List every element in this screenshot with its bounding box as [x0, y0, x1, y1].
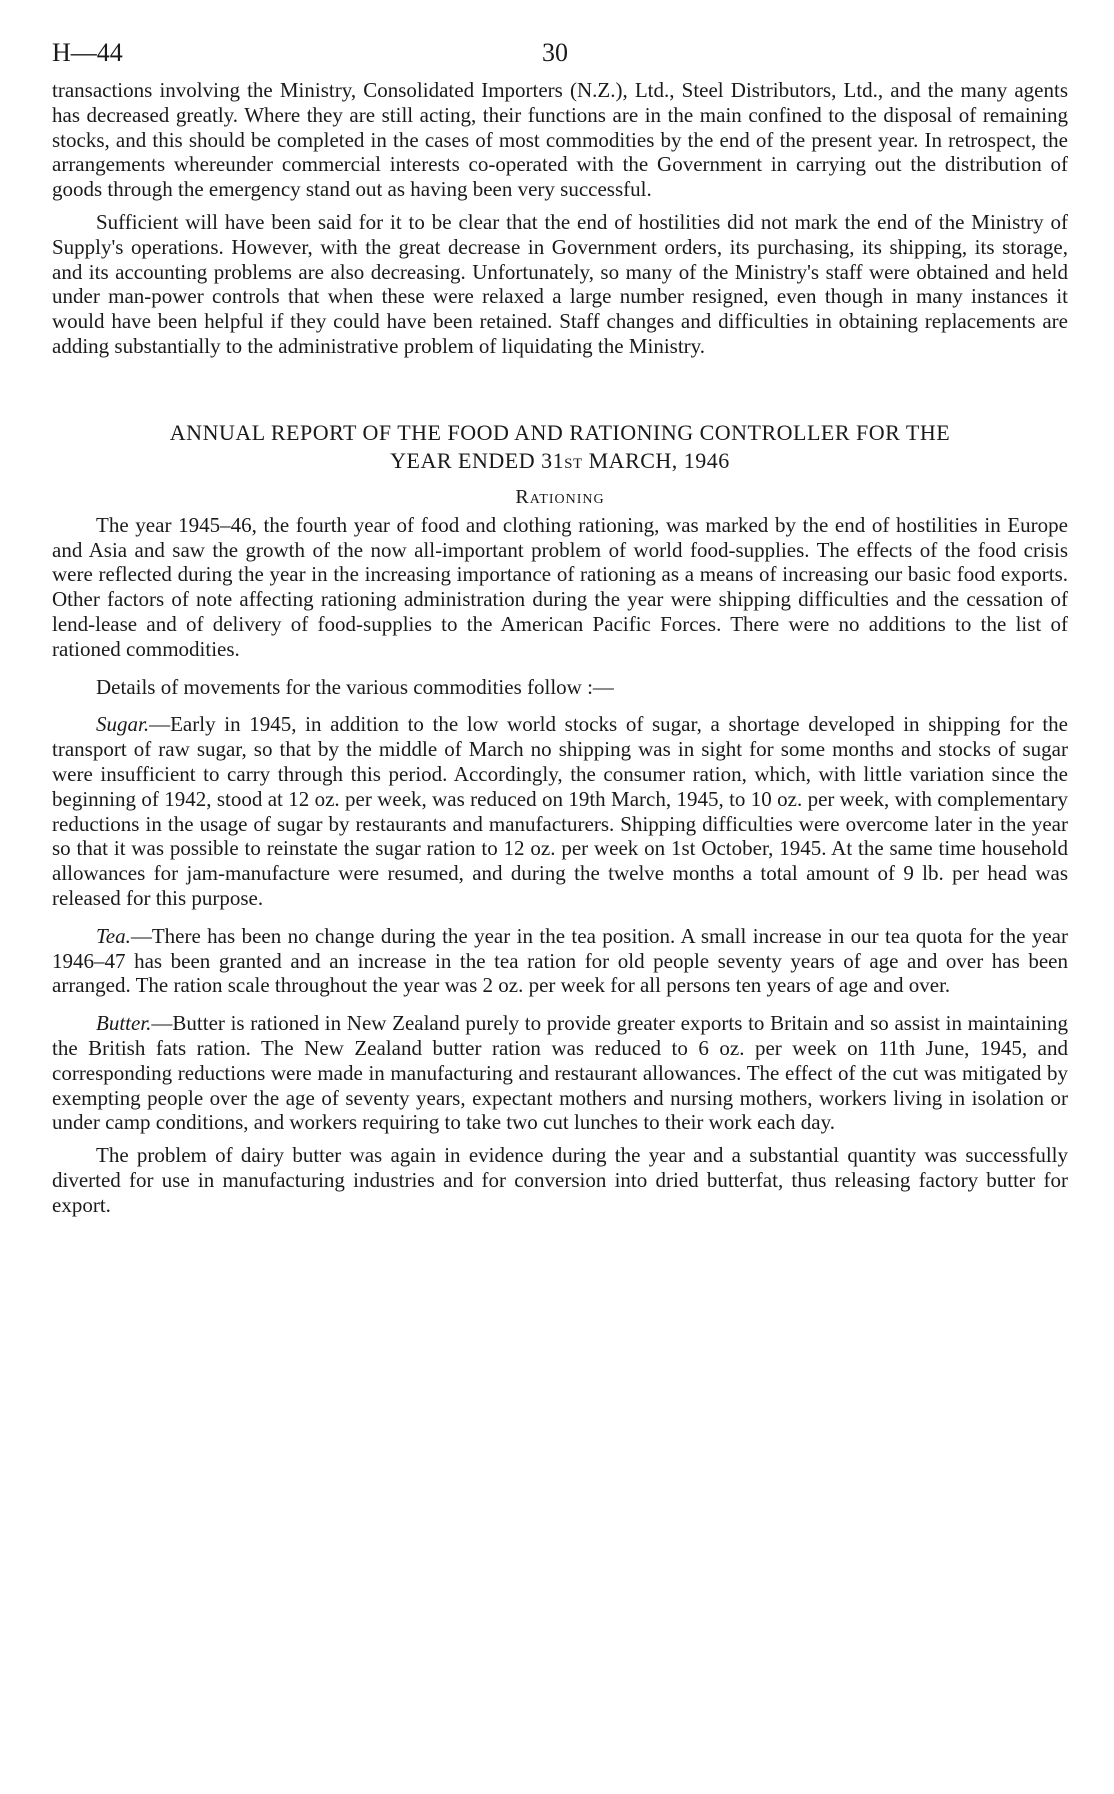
report-title-line1: ANNUAL REPORT OF THE FOOD AND RATIONING CONTROLLER FOR THE: [169, 419, 951, 445]
report-title-ordinal: ST: [564, 455, 583, 472]
paragraph-sugar: [52, 712, 1068, 910]
paragraph-rationing-intro: The year 1945–46, the fourth year of food and clothing rationing, was marked by the end of hostilities in Europe and Asia and saw the growth of the now all-important problem of world food-supplies. The effects of the food crisis were reflected during the year in the increasing importance of rationing as a means of increasing our basic food exports. Other factors of note affecting rationing administration during the year were shipping difficulties and the cessation of lend-lease and of delivery of food-supplies to the American Pacific Forces. There were no additions to the list of rationed commodities.: [52, 512, 1068, 661]
paragraph-continuation: transactions involving the Ministry, Consolidated Importers (N.Z.), Ltd., Steel Distributors, Ltd., and the many agents has decreased greatly. Where they are still acting, their functions are in the main confined to the disposal of remaining stocks, and this should be completed in the cases of most commodities by the end of the present year. In retrospect, the arrangements whereunder commercial interests co-operated with the Government in carrying out the distribution of goods through the emergency stand out as having been very successful.: [52, 78, 1068, 202]
butter-text: —Butter is rationed in New Zealand purely to provide greater exports to Britain and so assist in maintaining the British fats ration. The New Zealand butter ration was reduced to 6 oz. per week on 11th June, 1945, and corresponding reductions were made in manufacturing and restaurant allowances. The effect of the cut was mitigated by exempting people over the age of seventy years, expectant mothers and nursing mothers, workers living in isolation or under camp conditions, and workers requiring to take two cut lunches to their work each day.: [52, 1011, 1068, 1135]
tea-label: Tea.: [96, 923, 131, 948]
sugar-text: —Early in 1945, in addition to the low world stocks of sugar, a shortage developed in shipping for the transport of raw sugar, so that by the middle of March no shipping was in sight for some months and stocks of sugar were insufficient to carry through this period. Accordingly, the consumer ration, which, with little variation since the beginning of 1942, stood at 12 oz. per week, was reduced on 19th March, 1945, to 10 oz. per week, with complementary reductions in the usage of sugar by restaurants and manufacturers. Shipping difficulties were overcome later in the year so that it was possible to reinstate the sugar ration to 12 oz. per week on 1st October, 1945. At the same time household allowances for jam-manufacture were resumed, and during the twelve months a total amount of 9 lb. per head was released for this purpose.: [52, 712, 1068, 910]
section-heading-rationing: Rationing: [515, 485, 605, 508]
document-page: [52, 38, 1068, 1217]
paragraph-ministry-operations: Sufficient will have been said for it to be clear that the end of hostilities did not mark the end of the Ministry of Supply's operations. However, with the great decrease in Government orders, its purchasing, its shipping, its storage, and its accounting problems are also decreasing. Unfortunately, so many of the Ministry's staff were obtained and held under man-power controls that when these were relaxed a large number resigned, even though in many instances it would have been helpful if they could have been retained. Staff changes and difficulties in obtaining replacements are adding substantially to the administrative problem of liquidating the Ministry.: [52, 209, 1068, 358]
paragraph-tea: [52, 924, 1068, 998]
sugar-label: Sugar.: [96, 712, 150, 737]
report-title: [52, 419, 1068, 478]
paragraph-dairy-butter: The problem of dairy butter was again in evidence during the year and a substantial quantity was successfully diverted for use in manufacturing industries and for conversion into dried butterfat, thus releasing factory butter for export.: [52, 1143, 1068, 1217]
page-number: 30: [542, 38, 568, 67]
paragraph-butter: [52, 1011, 1068, 1135]
report-title-line2-b: MARCH, 1946: [582, 447, 730, 473]
page-header: [52, 38, 1068, 78]
document-code: H—44: [52, 38, 123, 67]
butter-label: Butter.: [96, 1011, 152, 1036]
paragraph-details: Details of movements for the various commodities follow :—: [96, 674, 614, 699]
tea-text: —There has been no change during the year in the tea position. A small increase in our tea quota for the year 1946–47 has been granted and an increase in the tea ration for old people seventy years of age and over has been arranged. The ration scale throughout the year was 2 oz. per week for all persons ten years of age and over.: [52, 923, 1068, 998]
report-title-line2-a: YEAR ENDED 31: [390, 447, 565, 473]
